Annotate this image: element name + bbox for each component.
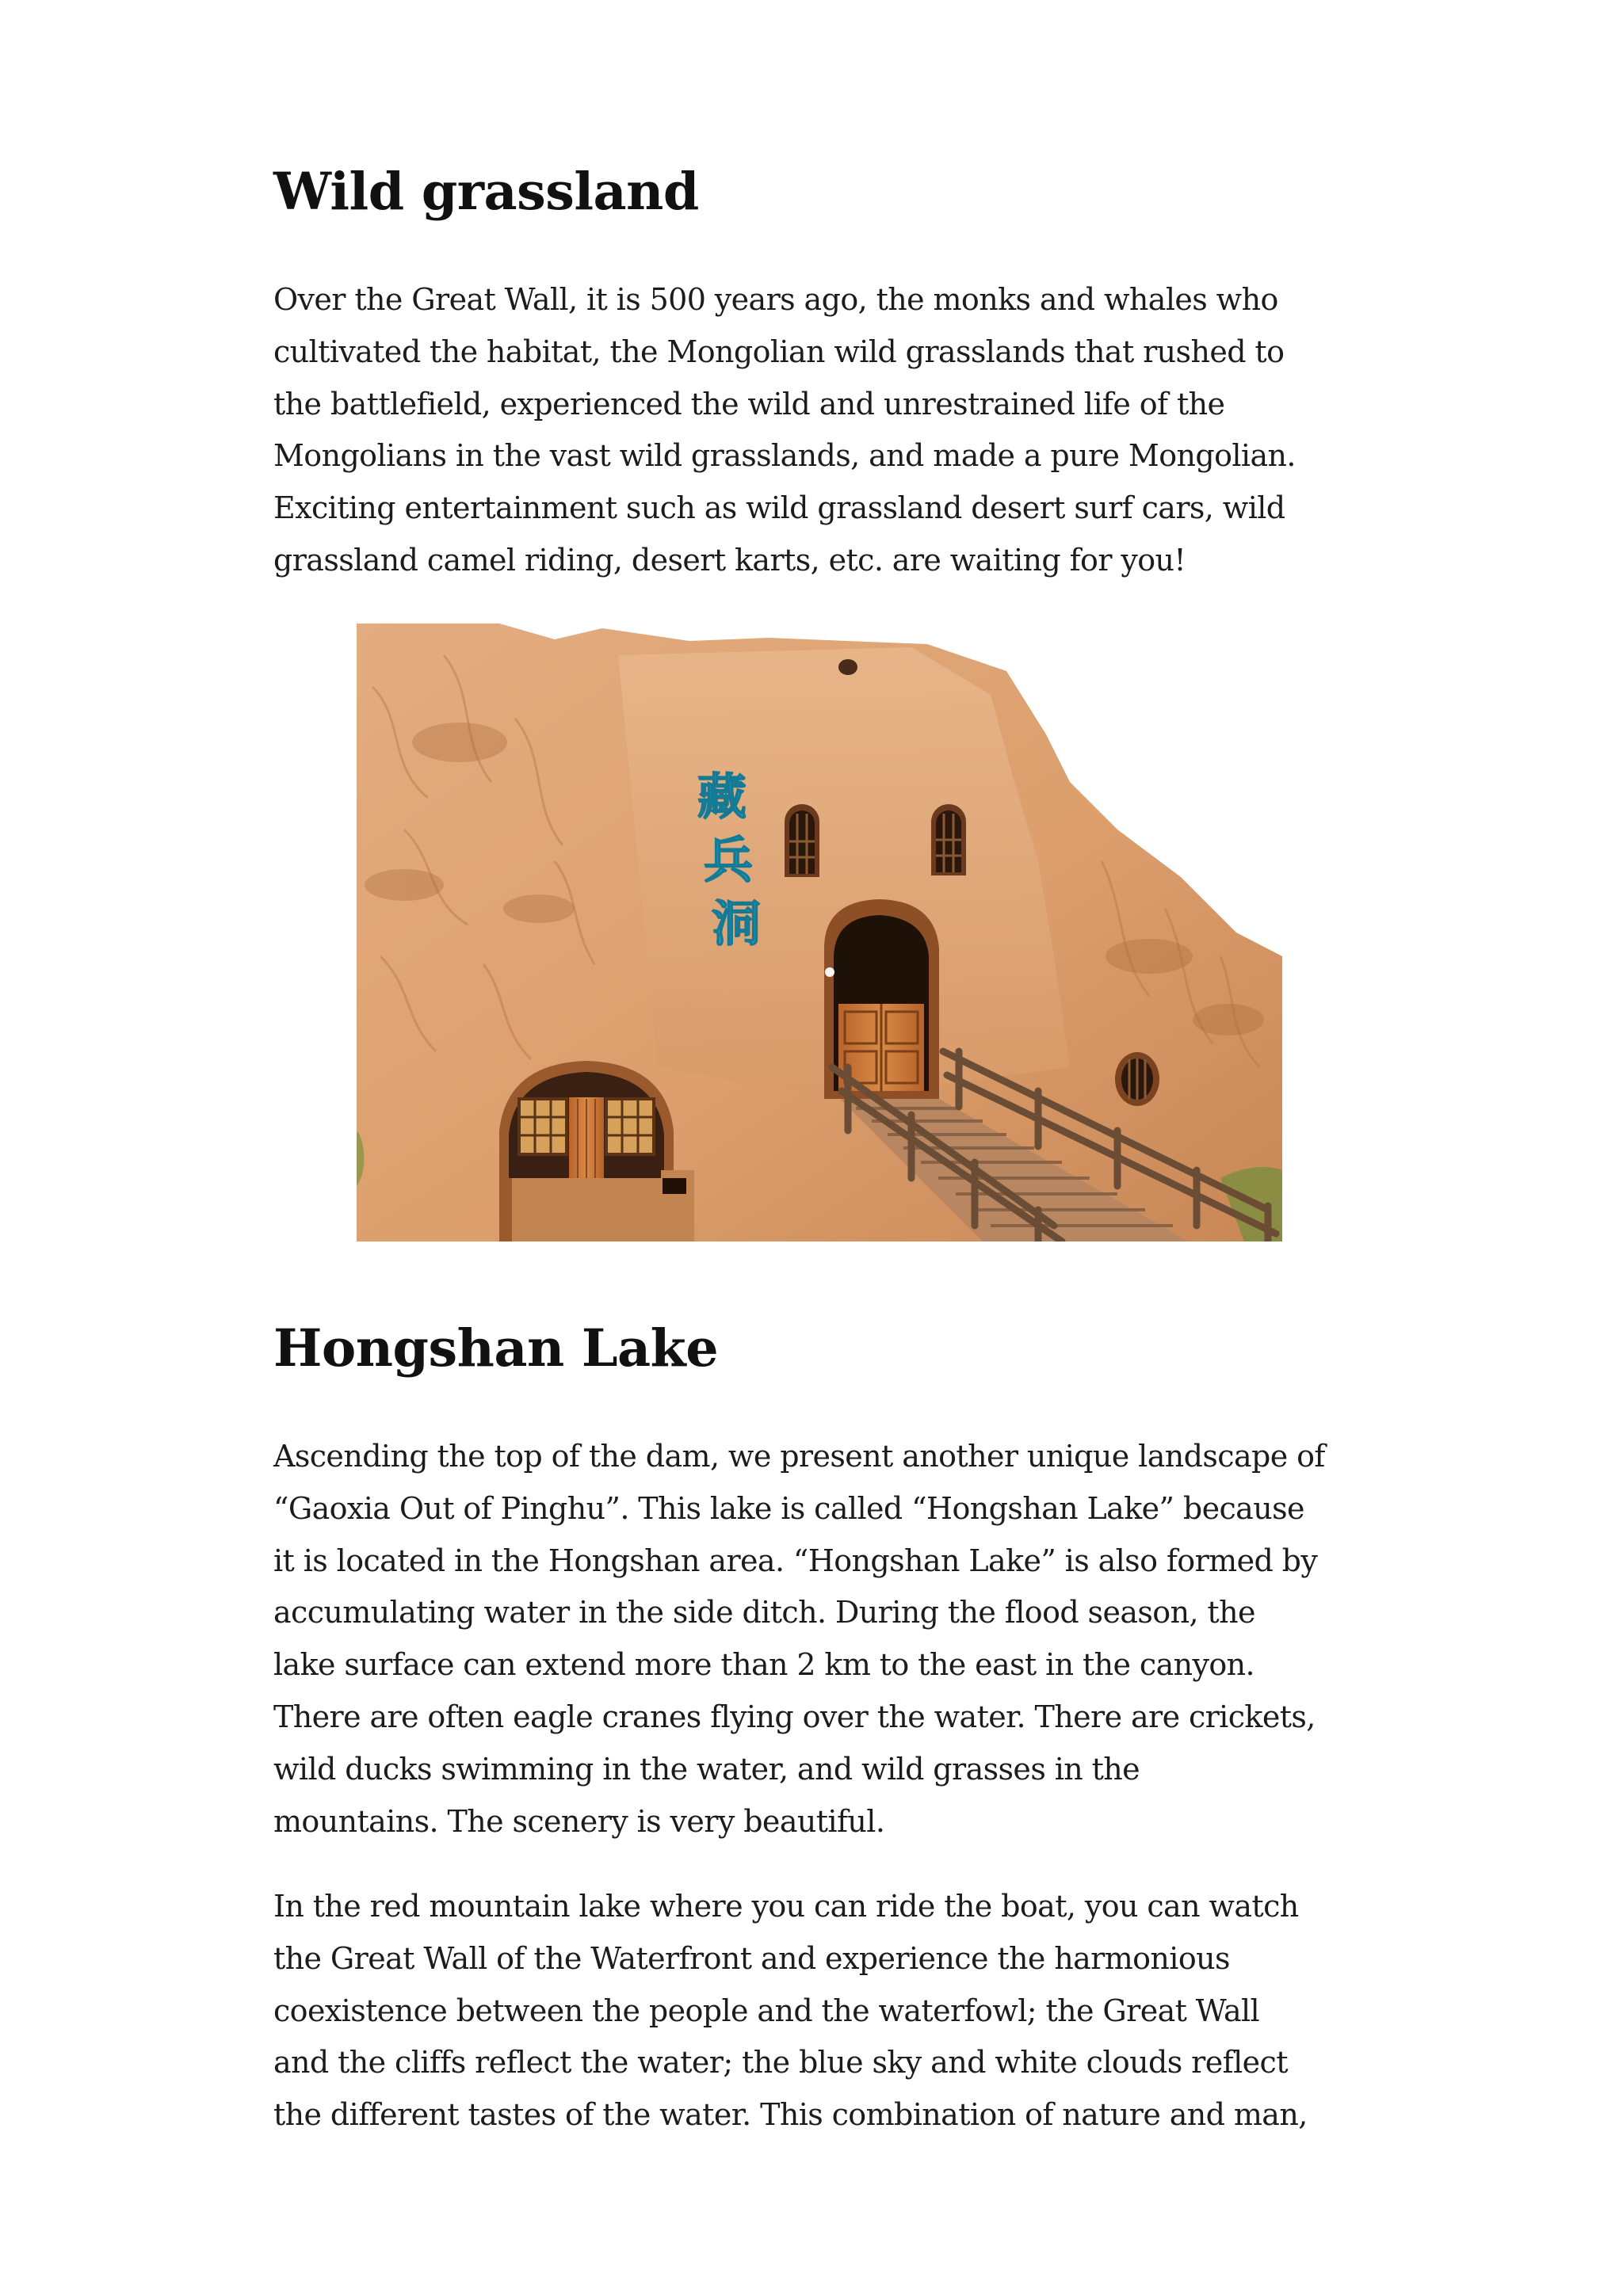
text-line: the Great Wall of the Waterfront and experience the harmonious xyxy=(273,1940,1230,1976)
text-line: lake surface can extend more than 2 km to the east in the canyon. xyxy=(273,1647,1255,1683)
text-line: There are often eagle cranes flying over the water. There are crickets, xyxy=(273,1699,1316,1734)
paragraph-hongshan-lake-1 xyxy=(273,1431,1325,1848)
text-line: the different tastes of the water. This combination of nature and man, xyxy=(273,2097,1308,2133)
text-line: coexistence between the people and the waterfowl; the Great Wall xyxy=(273,1993,1260,2028)
cave-dwelling-illustration xyxy=(357,624,1282,1241)
text-line: Exciting entertainment such as wild grassland desert surf cars, wild xyxy=(273,490,1285,526)
text-line: it is located in the Hongshan area. “Hongshan Lake” is also formed by xyxy=(273,1543,1318,1578)
text-line: Ascending the top of the dam, we present another unique landscape of xyxy=(273,1439,1325,1474)
text-line: grassland camel riding, desert karts, etc. are waiting for you! xyxy=(273,542,1186,578)
paragraph-hongshan-lake-2 xyxy=(273,1881,1308,2142)
text-line: In the red mountain lake where you can ride the boat, you can watch xyxy=(273,1889,1299,1924)
text-line: wild ducks swimming in the water, and wild grasses in the xyxy=(273,1751,1140,1787)
section-title-hongshan-lake: Hongshan Lake xyxy=(273,1318,719,1379)
text-line: Over the Great Wall, it is 500 years ago, the monks and whales who xyxy=(273,282,1278,317)
window-right xyxy=(931,804,966,875)
cave-dwelling-photo xyxy=(357,624,1282,1241)
cave-sign-char: 兵 xyxy=(704,831,754,889)
text-line: Mongolians in the vast wild grasslands, and made a pure Mongolian. xyxy=(273,438,1296,474)
text-line: and the cliffs reflect the water; the blue sky and white clouds reflect xyxy=(273,2045,1288,2081)
text-line: accumulating water in the side ditch. During the flood season, the xyxy=(273,1595,1255,1630)
text-line: mountains. The scenery is very beautiful. xyxy=(273,1803,885,1839)
wall-hole xyxy=(838,659,857,675)
paragraph-wild-grassland xyxy=(273,274,1296,587)
text-line: “Gaoxia Out of Pinghu”. This lake is called “Hongshan Lake” because xyxy=(273,1490,1304,1526)
main-doorway xyxy=(824,899,939,1099)
cave-sign-char: 洞 xyxy=(712,894,762,952)
window-left xyxy=(785,804,819,877)
text-line: the battlefield, experienced the wild and unrestrained life of the xyxy=(273,386,1225,421)
text-line: cultivated the habitat, the Mongolian wild grasslands that rushed to xyxy=(273,334,1285,369)
round-window xyxy=(1115,1052,1159,1106)
cave-sign-char: 藏 xyxy=(697,768,747,826)
section-title-wild-grassland: Wild grassland xyxy=(273,162,699,222)
